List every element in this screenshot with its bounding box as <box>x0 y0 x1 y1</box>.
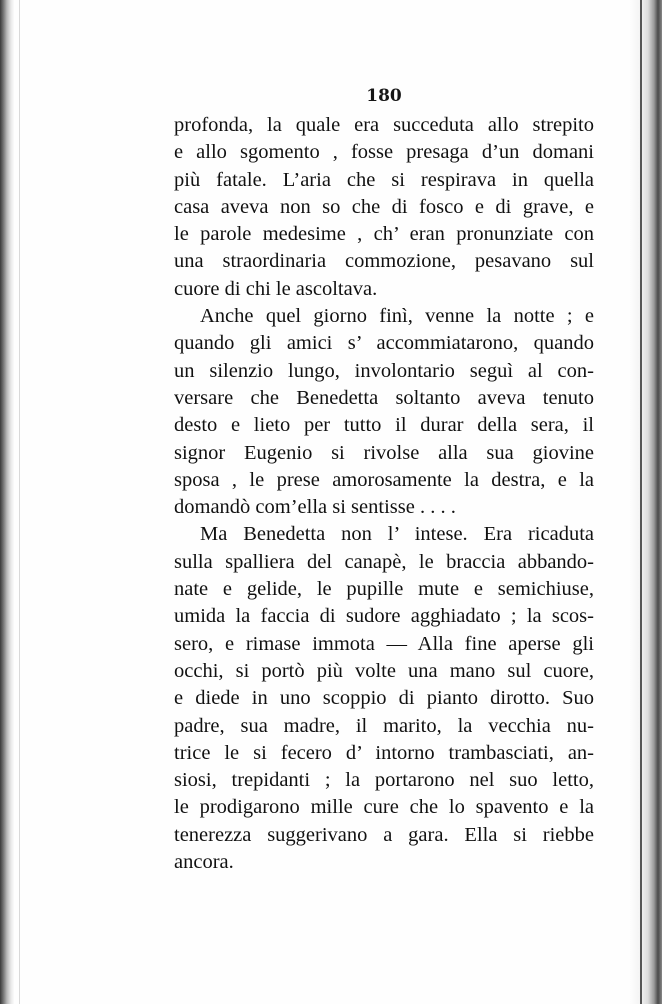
text-line: sposa , le prese amorosamente la destra, e la <box>174 468 594 491</box>
text-line: tenerezza suggerivano a gara. Ella si riebbe <box>174 823 594 846</box>
text-line: cuore di chi le ascoltava. <box>174 277 378 300</box>
text-line: le prodigarono mille cure che lo spavento e la <box>174 796 594 819</box>
page-edge-line <box>640 0 642 1004</box>
binding-gutter <box>0 0 14 1004</box>
gutter-line <box>19 0 20 1004</box>
text-line: sulla spalliera del canapè, le braccia abbando- <box>174 550 594 573</box>
page-edge <box>628 0 662 1004</box>
text-line: padre, sua madre, il marito, la vecchia nu- <box>174 714 594 737</box>
text-line: quando gli amici s’ accommiatarono, quando <box>174 332 594 355</box>
text-line: occhi, si portò più volte una mano sul cuore, <box>174 659 594 682</box>
text-line: signor Eugenio si rivolse alla sua giovine <box>174 441 594 464</box>
text-line: e allo sgomento , fosse presaga d’un domani <box>174 141 594 164</box>
body-text <box>174 112 594 876</box>
text-line: desto e lieto per tutto il durar della sera, il <box>174 414 594 437</box>
text-line: trice le si fecero d’ intorno trambasciati, an- <box>174 741 594 764</box>
page-number: 180 <box>366 86 402 106</box>
text-line: Anche quel giorno finì, venne la notte ; e <box>200 305 594 328</box>
text-line: Ma Benedetta non l’ intese. Era ricaduta <box>200 523 594 546</box>
text-line: ancora. <box>174 851 234 874</box>
text-line: una straordinaria commozione, pesavano sul <box>174 250 594 273</box>
text-line: sero, e rimase immota — Alla fine aperse gli <box>174 632 594 655</box>
text-line: casa aveva non so che di fosco e di grave, e <box>174 195 594 218</box>
text-line: umida la faccia di sudore agghiadato ; la scos- <box>174 605 594 628</box>
text-line: nate e gelide, le pupille mute e semichiuse, <box>174 578 594 601</box>
text-line: le parole medesime , ch’ eran pronunziate con <box>174 223 594 246</box>
text-line: versare che Benedetta soltanto aveva tenuto <box>174 386 594 409</box>
text-line: profonda, la quale era succeduta allo strepito <box>174 114 594 136</box>
text-line: e diede in uno scoppio di pianto dirotto. Suo <box>174 687 594 710</box>
text-line: siosi, trepidanti ; la portarono nel suo letto, <box>174 769 594 792</box>
text-line: domandò com’ella si sentisse . . . . <box>174 496 456 519</box>
text-line: più fatale. L’aria che si respirava in quella <box>174 168 594 191</box>
text-line: un silenzio lungo, involontario seguì al con- <box>174 359 594 382</box>
